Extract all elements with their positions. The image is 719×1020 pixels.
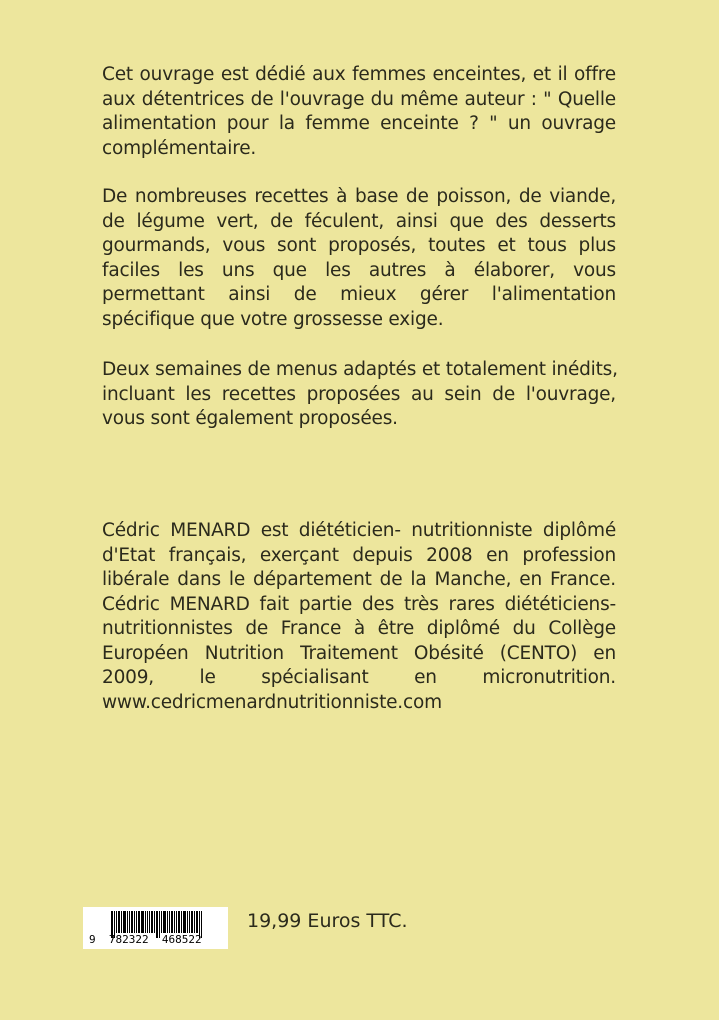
barcode-bar	[151, 911, 153, 933]
barcode-bar	[161, 911, 162, 933]
barcode-bar	[134, 911, 135, 933]
barcode-bar	[154, 911, 155, 933]
barcode-bar	[118, 911, 120, 933]
text-line: alimentation pour la femme enceinte ? " un ouvrage	[102, 113, 616, 134]
barcode-bar	[167, 911, 168, 933]
text-line: nutritionnistes de France à être diplômé du Collège	[102, 618, 616, 639]
barcode-bar	[171, 911, 173, 933]
barcode-bar	[176, 911, 177, 933]
barcode-bar	[131, 911, 133, 933]
text-line: d'Etat français, exerçant depuis 2008 en profession	[102, 544, 616, 566]
barcode-bar	[189, 911, 190, 933]
barcode-bar	[123, 911, 126, 933]
barcode-bar	[149, 911, 150, 933]
barcode-bar	[191, 911, 193, 933]
barcode-bar	[194, 911, 195, 933]
barcode-bar	[136, 911, 137, 933]
text-line: permettant ainsi de mieux gérer l'alimentation	[102, 284, 616, 305]
barcode-bar	[138, 911, 140, 933]
barcode-number: 9 782322 468522	[89, 933, 202, 946]
text-line: De nombreuses recettes à base de poisson, de viande,	[102, 186, 616, 207]
text-line: Cédric MENARD fait partie des très rares diététiciens-	[102, 593, 616, 615]
barcode-bar	[116, 911, 117, 933]
barcode-bar	[121, 911, 122, 933]
barcode-bar	[183, 911, 186, 933]
barcode-bar	[129, 911, 130, 933]
text-line: de légume vert, de féculent, ainsi que des desserts	[102, 210, 616, 232]
text-line: Européen Nutrition Traitement Obésité (CENTO) en	[102, 642, 616, 664]
barcode-bar	[145, 911, 146, 933]
text-line: gourmands, vous sont proposés, toutes et tous plus	[102, 235, 616, 256]
text-line: complémentaire.	[102, 137, 257, 159]
text-line: incluant les recettes proposées au sein de l'ouvrage,	[102, 383, 616, 405]
barcode-bar	[196, 911, 198, 933]
text-line: Cet ouvrage est dédié aux femmes enceintes, et il offre	[102, 64, 616, 85]
text-line: Deux semaines de menus adaptés et totalement inédits,	[102, 359, 618, 380]
barcode-bar	[178, 911, 180, 933]
text-line: faciles les uns que les autres à élaborer, vous	[102, 259, 616, 281]
barcode-bar	[127, 911, 128, 933]
text-line: Cédric MENARD est diététicien- nutritionniste diplômé	[102, 520, 616, 541]
price: 19,99 Euros TTC.	[247, 910, 408, 932]
barcode-bar	[187, 911, 188, 933]
barcode-bar	[147, 911, 148, 933]
text-line: 2009, le spécialisant en micronutrition.	[102, 667, 616, 688]
barcode-bar	[169, 911, 170, 933]
description-paragraph-3	[102, 358, 616, 432]
barcode-bar	[181, 911, 182, 933]
text-line: aux détentrices de l'ouvrage du même auteur : " Quelle	[102, 88, 616, 110]
barcode-bar	[163, 911, 166, 933]
isbn-barcode	[83, 907, 228, 949]
text-line: www.cedricmenardnutritionniste.com	[102, 691, 442, 713]
barcode-bar	[174, 911, 175, 933]
description-paragraph-1	[102, 63, 616, 161]
barcode-bar	[141, 911, 144, 933]
text-line: libérale dans le département de la Manche, en France.	[102, 569, 616, 590]
description-paragraph-2	[102, 185, 616, 332]
author-bio-paragraph	[102, 519, 616, 715]
text-line: vous sont également proposées.	[102, 408, 398, 429]
text-line: spécifique que votre grossesse exige.	[102, 308, 444, 330]
